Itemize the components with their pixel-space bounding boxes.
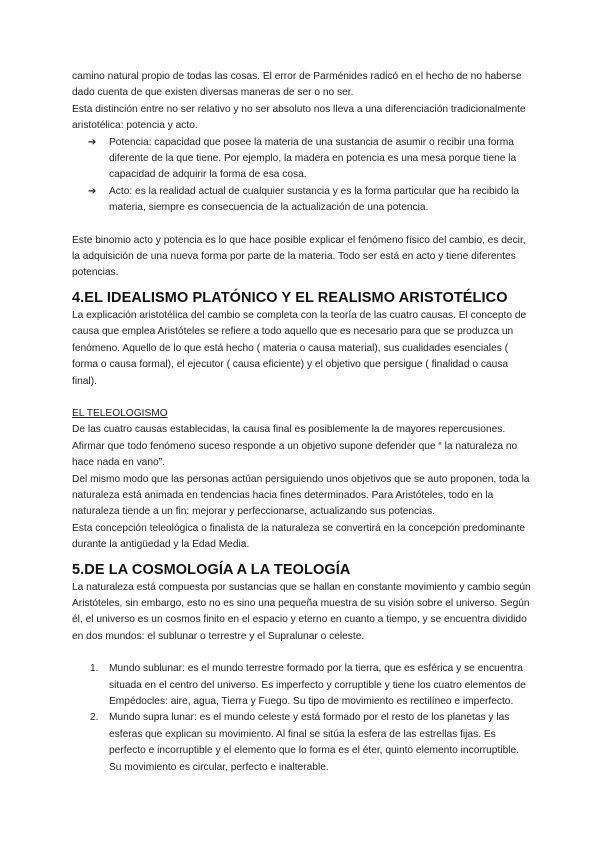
list-item-text: Potencia: capacidad que posee la materia de una sustancia de asumir o recibir una forma diferente de la que tiene. Por ejemplo, la madera en potencia es una mesa porque tiene la capacidad de adquirir la forma de esa cosa.	[109, 136, 517, 181]
arrow-bullet-icon: ➔	[88, 185, 97, 197]
arrow-bullet-icon: ➔	[88, 136, 97, 148]
list-item-text: Acto: es la realidad actual de cualquier sustancia y es la forma particular que ha recibido la materia, siempre es consecuencia de la actualización de una potencia.	[109, 185, 519, 214]
document-page	[72, 69, 532, 776]
list-item	[88, 135, 532, 184]
list-item-text: Mundo sublunar: es el mundo terrestre formado por la tierra, que es esférica y se encuentra situada en el centro del universo. Es imperfecto y corruptible y tiene los cuatro elementos de Empédocles: aire, agua, Tierra y Fuego. Su tipo de movimiento es rectilíneo e imperfecto.	[109, 663, 526, 707]
teleologismo-subheading: EL TELEOLOGISMO	[72, 407, 168, 419]
section-4-paragraph-2: De las cuatro causas establecidas, la causa final es posiblemente la de mayores repercusiones. Afirmar que todo fenómeno suceso responde a un objetivo supone defender que “ la naturaleza no hace nada en vano”.	[72, 424, 518, 469]
mundos-list	[72, 661, 532, 776]
section-5-heading: 5.DE LA COSMOLOGÍA A LA TEOLOGÍA	[72, 561, 351, 578]
list-item-text: Mundo supra lunar: es el mundo celeste y está formado por el resto de los planetas y las esferas que explican su movimiento. Al final se sitúa la esfera de las estrellas fijas. Es perfecto e incorruptible y el elemento que lo forma es el éter, quinto elemento incorruptible. Su movimiento es circular, perfecto e inalterable.	[109, 712, 519, 773]
potencia-acto-list	[72, 135, 532, 217]
section-5-paragraph-1: La naturaleza está compuesta por sustancias que se hallan en constante movimiento y cambio según Aristóteles, sin embargo, esto no es sino una pequeña muestra de su visión sobre el universo. Según él, el universo es un cosmos finito en el espacio y eterno en cuanto a tiempo, y se encuentra dividido en dos mundos: el sublunar o terrestre y el Supralunar o celeste.	[72, 581, 531, 642]
intro-paragraph-3: Este binomio acto y potencia es lo que hace posible explicar el fenómeno físico del cambio, es decir, la adquisición de una nueva forma por parte de la materia. Todo ser está en acto y tiene diferentes potencias.	[72, 234, 526, 279]
list-item	[88, 184, 532, 217]
section-4-paragraph-1: La explicación aristotélica del cambio se completa con la teoría de las cuatro causas. El concepto de causa que emplea Aristóteles se refiere a todo aquello que es necesario para que se produzca un fenómeno. Aquello de lo que está hecho ( materia o causa material), sus cualidades esenciales ( forma o causa formal), el ejecutor ( causa eficiente) y el objetivo que persigue ( finalidad o causa final).	[72, 309, 527, 387]
list-number: 1.	[90, 663, 99, 675]
section-4-heading: 4.EL IDEALISMO PLATÓNICO Y EL REALISMO ARISTOTÉLICO	[72, 289, 508, 306]
section-4-paragraph-3: Del mismo modo que las personas actúan persiguiendo unos objetivos que se auto proponen, toda la naturaleza está animada en tendencias hacia fines determinados. Para Aristóteles, todo en la naturaleza tiende a un fin: mejorar y perfeccionarse, actualizando sus potencias.	[72, 473, 530, 518]
list-item	[90, 661, 532, 710]
list-item	[90, 710, 532, 776]
intro-paragraph-2: Esta distinción entre no ser relativo y no ser absoluto nos lleva a una diferenciación tradicionalmente aristotélica: potencia y acto.	[72, 103, 526, 132]
section-4-paragraph-4: Esta concepción teleológica o finalista de la naturaleza se convertirá en la concepción predominante durante la antigüedad y la Edad Media.	[72, 522, 526, 551]
intro-paragraph-1: camino natural propio de todas las cosas. El error de Parménides radicó en el hecho de no haberse dado cuenta de que existen diversas maneras de ser o no ser.	[72, 71, 522, 99]
list-number: 2.	[90, 712, 99, 724]
